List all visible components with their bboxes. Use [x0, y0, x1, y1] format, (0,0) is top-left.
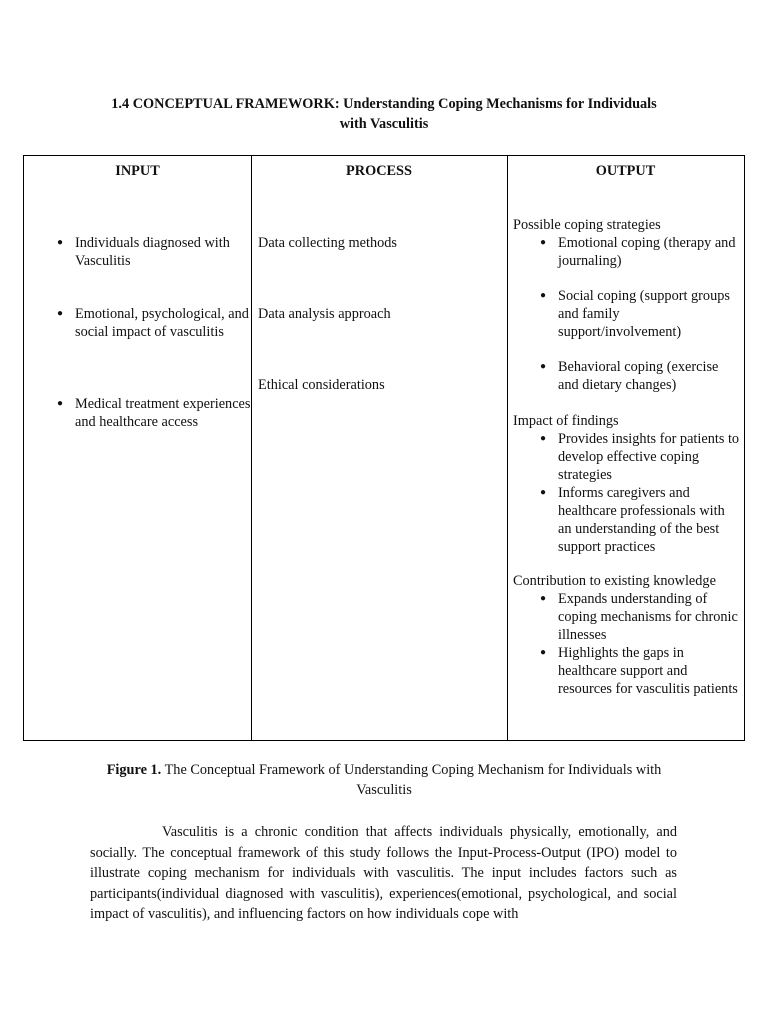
- input-item: ● Medical treatment experiences and healthcare access: [53, 395, 265, 431]
- output-section-label: Impact of findings: [513, 413, 619, 429]
- figure-caption-text: The Conceptual Framework of Understanding Coping Mechanism for Individuals with Vasculitis: [161, 762, 662, 798]
- output-item: ● Provides insights for patients to develop effective coping strategies: [536, 430, 741, 484]
- output-item: ● Emotional coping (therapy and journaling): [536, 234, 741, 270]
- output-list: [536, 590, 741, 698]
- output-section-label: Possible coping strategies: [513, 217, 661, 233]
- output-item: ● Expands understanding of coping mechanisms for chronic illnesses: [536, 590, 741, 644]
- output-item: ● Social coping (support groups and family support/involvement): [536, 287, 741, 341]
- input-column: [24, 156, 252, 740]
- ipo-framework-table: [23, 155, 745, 741]
- body-paragraph-text: Vasculitis is a chronic condition that affects individuals physically, emotionally, and socially. The conceptual framework of this study follows the Input-Process-Output (IPO) model to illustrate coping mechanism for individuals with vasculitis. The input includes factors such as participants(individual diagnosed with vasculitis), experiences(emotional, psychological, and social impact of vasculitis), and influencing factors on how individuals cope with: [90, 824, 677, 922]
- section-title-line-2: with Vasculitis: [339, 116, 429, 132]
- process-item: Data analysis approach: [258, 306, 391, 322]
- body-paragraph: [90, 822, 677, 925]
- input-item: ● Emotional, psychological, and social impact of vasculitis: [53, 305, 265, 341]
- output-column: [507, 156, 744, 740]
- output-section-impact: [513, 412, 741, 556]
- process-item: Ethical considerations: [258, 377, 385, 393]
- output-item: ● Highlights the gaps in healthcare support and resources for vasculitis patients: [536, 644, 741, 698]
- section-title: [60, 94, 708, 134]
- process-item: Data collecting methods: [258, 235, 397, 251]
- output-section-coping-strategies: [513, 216, 741, 394]
- figure-caption: [80, 760, 688, 800]
- process-column: [251, 156, 508, 740]
- section-title-line-1: 1.4 CONCEPTUAL FRAMEWORK: Understanding Coping Mechanisms for Individuals: [111, 96, 657, 112]
- process-header: PROCESS: [346, 163, 412, 179]
- output-section-label: Contribution to existing knowledge: [513, 573, 716, 589]
- input-item: ● Individuals diagnosed with Vasculitis: [53, 234, 265, 270]
- output-item: ● Informs caregivers and healthcare professionals with an understanding of the best support practices: [536, 484, 741, 556]
- output-list: [536, 234, 741, 394]
- output-section-contribution: [513, 572, 741, 698]
- output-header: OUTPUT: [595, 163, 656, 179]
- input-header: INPUT: [115, 163, 160, 179]
- output-list: [536, 430, 741, 556]
- figure-caption-label: Figure 1.: [106, 762, 162, 778]
- output-item: ● Behavioral coping (exercise and dietary changes): [536, 358, 741, 394]
